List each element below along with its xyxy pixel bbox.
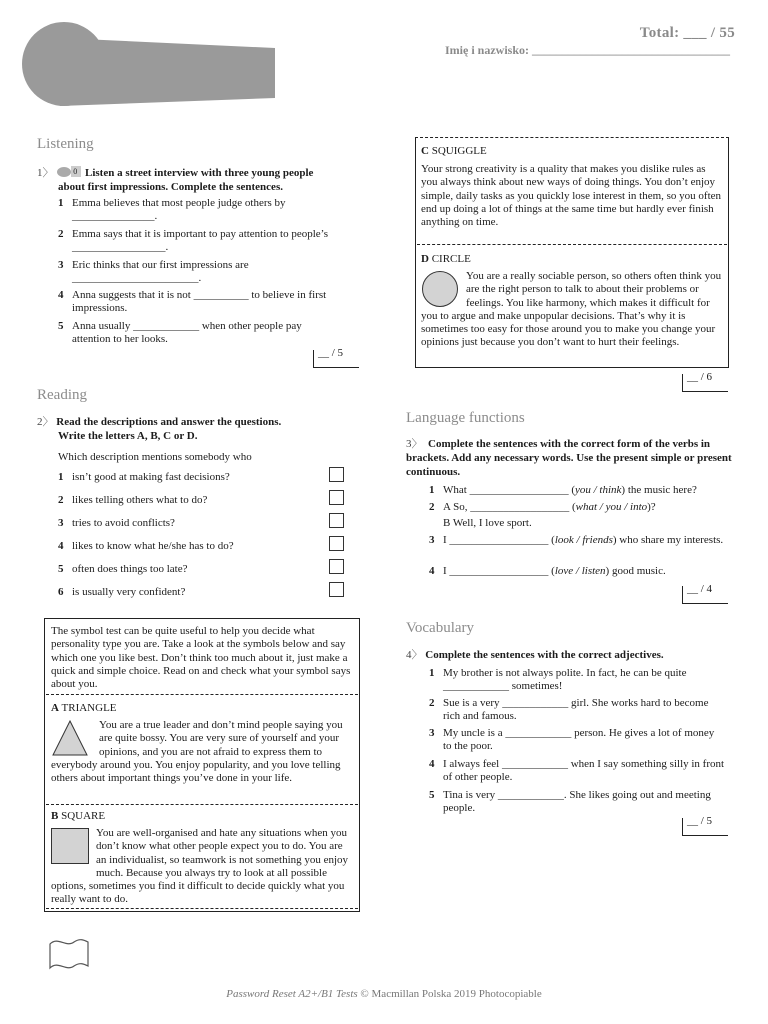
audio-icon[interactable] [56, 165, 82, 178]
language-item: 2 A So, __________________ (what / you / into)? [429, 501, 656, 513]
answer-box-1[interactable] [329, 467, 344, 482]
language-item: B Well, I love sport. [443, 517, 532, 529]
reading-title: Reading [37, 387, 87, 403]
answer-box-2[interactable] [329, 490, 344, 505]
reading-item: 6 is usually very confident? [58, 586, 186, 598]
reading-item: 5 often does things too late? [58, 563, 188, 575]
listening-item: 2 Emma says that it is important to pay attention to people’s _________________. [58, 228, 329, 253]
answer-box-6[interactable] [329, 582, 344, 597]
vocabulary-score: __ / 5 [682, 818, 728, 836]
shape-c-text: Your strong creativity is a quality that makes you dislike rules as you always think about new ways of doing things. You don’t enjoy simple, daily tasks as you quickly lose interest in them, so you often end up doing a lot of things at the same time but hardly ever finish anything on time. [421, 163, 722, 229]
listening-item: 5 Anna usually ____________ when other people pay attention to her looks. [58, 320, 302, 345]
language-title: Language functions [406, 410, 525, 426]
listening-title: Listening [37, 136, 94, 152]
language-item: 1 What __________________ (you / think) the music here? [429, 484, 697, 496]
vocabulary-item: 4 I always feel ____________ when I say something silly in front of other people. [429, 758, 725, 783]
reading-item: 2 likes telling others what to do? [58, 494, 208, 506]
vocabulary-instruction: 4〉 Complete the sentences with the correct adjectives. [406, 649, 664, 661]
shape-a-title: A TRIANGLE [51, 702, 117, 714]
reading-lead: Which description mentions somebody who [58, 451, 252, 463]
vocabulary-item: 1 My brother is not always polite. In fact, he can be quite ____________ sometimes! [429, 667, 687, 692]
flag-icon [48, 938, 90, 972]
divider [417, 244, 727, 245]
shape-a-text: You are a true leader and don’t mind people saying you are quite bossy. You are very sure of yourself and your opinions, and you are not afraid to express them to everybody around you. You enjoy popularity, and you love telling others about important things you’ve done in your life. [51, 719, 343, 785]
listening-item: 4 Anna suggests that it is not __________ to believe in first impressions. [58, 289, 327, 314]
language-instruction: 3〉 Complete the sentences with the correct form of the verbs in brackets. Add any necessary words. Use the present simple or present continuous. [406, 438, 732, 478]
vocabulary-item: 5 Tina is very ____________. She likes going out and meeting people. [429, 789, 711, 814]
shape-d-title: D CIRCLE [421, 253, 471, 265]
reading-score: __ / 6 [682, 374, 728, 392]
vocabulary-item: 3 My uncle is a ____________ person. He gives a lot of money to the poor. [429, 727, 715, 752]
listening-instruction: 1〉 0 Listen a street interview with three young people about first impressions. Complete the sentences. [37, 167, 314, 193]
name-field[interactable]: Imię i nazwisko: _________________________________ [445, 43, 730, 57]
answer-box-4[interactable] [329, 536, 344, 551]
vocabulary-title: Vocabulary [406, 620, 475, 636]
vocabulary-item: 2 Sue is a very ____________ girl. She works hard to become rich and famous. [429, 697, 709, 722]
listening-item: 1 Emma believes that most people judge others by _______________. [58, 197, 286, 222]
answer-box-3[interactable] [329, 513, 344, 528]
footer: Password Reset A2+/B1 Tests © Macmillan Polska 2019 Photocopiable [226, 988, 542, 1000]
audio-track-number: 0 [73, 167, 78, 176]
reading-item: 3 tries to avoid conflicts? [58, 517, 175, 529]
language-item: 3 I __________________ (look / friends) who share my interests. [429, 534, 724, 546]
divider [46, 804, 358, 805]
language-score: __ / 4 [682, 586, 728, 604]
total-score: Total: ___ / 55 [639, 25, 735, 41]
reading-intro: The symbol test can be quite useful to help you decide what personality type you are. Take a look at the symbols below and say which one you like best. Don’t think too much about it, just make a quick and simple choice. Read on and check what your symbol says about you. [51, 625, 351, 691]
shape-d-text: You are a really sociable person, so others often think you are the right person to talk to about their problems or feelings. You like harmony, which makes it difficult for you to argue and make unpopular decisions. That’s why it is sometimes too easy for those around you to make you change your opinions just because you don’t want to hurt their feelings. [421, 270, 722, 349]
reading-item: 1 isn’t good at making fast decisions? [58, 471, 230, 483]
shape-b-text: You are well-organised and hate any situations when you don’t know what other people expect you to do. You are an individualist, so teamwork is not something you enjoy much. Because you always try to look at all possible options, sometimes you find it difficult to decide quickly what you really want to do. [51, 827, 349, 906]
listening-score: __ / 5 [313, 350, 359, 368]
shape-c-title: C SQUIGGLE [421, 145, 487, 157]
header-banner-shape [20, 22, 280, 108]
answer-box-5[interactable] [329, 559, 344, 574]
language-item: 4 I __________________ (love / listen) good music. [429, 565, 666, 577]
exercise-number: 1 [37, 167, 43, 179]
listening-item: 3 Eric thinks that our first impressions are _______________________. [58, 259, 249, 284]
reading-item: 4 likes to know what he/she has to do? [58, 540, 234, 552]
divider [46, 694, 358, 695]
shape-b-title: B SQUARE [51, 810, 106, 822]
reading-instruction: 2〉 Read the descriptions and answer the questions. Write the letters A, B, C or D. [37, 416, 282, 442]
divider [46, 908, 358, 909]
